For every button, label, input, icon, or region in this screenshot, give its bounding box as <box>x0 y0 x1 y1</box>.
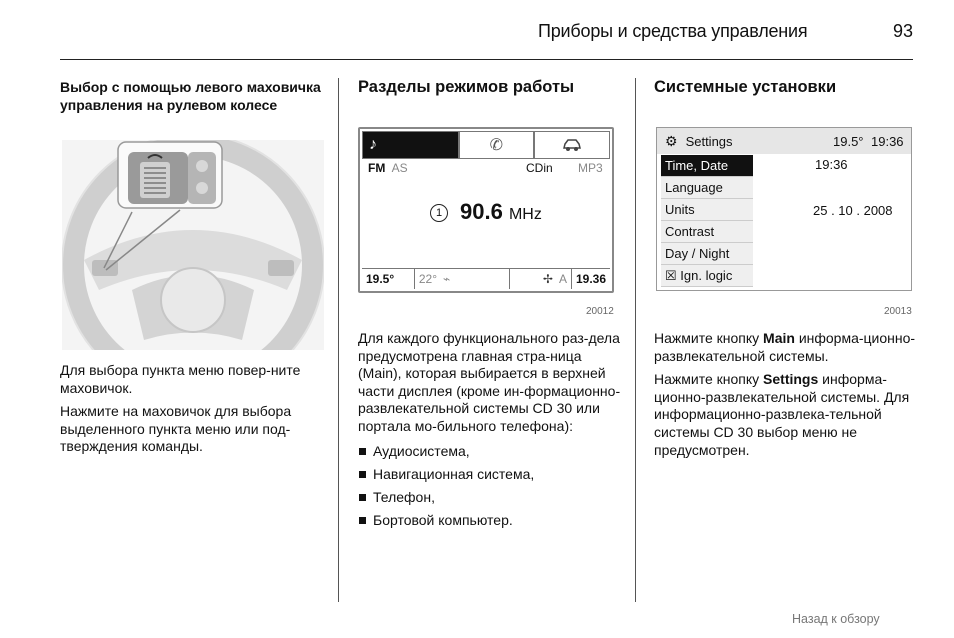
list-item: Бортовой компьютер. <box>358 509 628 532</box>
p2-pre: Нажмите кнопку <box>654 371 764 388</box>
steering-wheel-illustration <box>62 140 324 350</box>
car-icon <box>562 138 582 152</box>
p1-pre: Нажмите кнопку <box>654 330 764 346</box>
fan-icon: ✢ <box>542 272 553 286</box>
col3-paragraph-2 <box>654 371 916 459</box>
audio-tab <box>362 131 459 159</box>
col1-text <box>60 362 322 462</box>
menu-item-ign-logic <box>661 265 753 287</box>
frequency-value: 90.6 <box>460 199 503 224</box>
p2-post: информа-ционно-развлекательной системы. Для информационно-развлека-тельной системы CD 30 выбор меню не предусмотрен. <box>654 371 910 458</box>
settings-button-label: Settings <box>763 371 819 388</box>
radio-frequency <box>430 199 542 225</box>
radio-display-figure <box>358 127 614 293</box>
figure-number-settings: 20013 <box>884 306 912 317</box>
page-number: 93 <box>893 21 914 41</box>
list-item: Аудиосистема, <box>358 440 628 463</box>
menu-item-contrast: Contrast <box>661 221 753 243</box>
set-temp: 22° <box>418 272 437 286</box>
checkbox-icon: ☒ <box>665 268 677 283</box>
settings-display-figure <box>656 127 912 291</box>
figure-number-radio: 20012 <box>586 306 614 317</box>
p1-post: информа-ционно-развлекательной системы. <box>654 330 916 364</box>
settings-icon: ⚙ <box>665 132 678 149</box>
column-divider-2 <box>635 78 636 602</box>
section-heading-settings: Системные установки <box>654 78 837 96</box>
preset-number: 1 <box>430 204 448 222</box>
radio-source: CDin <box>526 161 553 175</box>
menu-item-language: Language <box>661 177 753 199</box>
fan-mode: A <box>558 272 567 286</box>
col3-paragraph-1 <box>654 330 916 365</box>
col2-paragraph: Для каждого функционального раз-дела предусмотрена главная стра-ница (Main), которая выбирается в верхней части дисплея (кроме ин-формационно-развлекательной системы CD 30 или портала мо-бильного телефона): <box>358 330 621 434</box>
col1-paragraph-1: Для выбора пункта меню повер-ните маховичок. <box>60 362 301 396</box>
col2-text <box>358 330 628 532</box>
section-heading-wheel: Выбор с помощью левого маховичка управления на рулевом колесе <box>60 79 321 113</box>
outside-temp: 19.5° <box>362 269 415 289</box>
time-value: 19:36 <box>815 157 848 172</box>
radio-clock: 19.36 <box>575 272 606 286</box>
menu-item-units: Units <box>661 199 753 221</box>
menu-item-time-date: Time, Date <box>661 155 753 177</box>
date-value: 25 . 10 . 2008 <box>813 203 893 218</box>
menu-item-day-night: Day / Night <box>661 243 753 265</box>
radio-status-row <box>368 161 604 175</box>
section-heading-modes: Разделы режимов работы <box>358 78 575 96</box>
col3-text <box>654 330 916 465</box>
car-tab <box>534 131 610 159</box>
main-button-label: Main <box>763 330 795 346</box>
column-divider-1 <box>338 78 339 602</box>
set-temp-group <box>415 269 510 289</box>
header-divider <box>60 59 913 60</box>
phone-icon: ✆ <box>489 137 504 154</box>
settings-title: Settings <box>685 133 733 149</box>
radio-source-sub: MP3 <box>578 161 603 175</box>
airflow-icon: ⌁ <box>443 272 451 286</box>
settings-clock: 19:36 <box>871 133 904 149</box>
fan-group <box>510 269 572 289</box>
list-item: Навигационная система, <box>358 463 628 486</box>
list-item: Телефон, <box>358 486 628 509</box>
ign-logic-label: Ign. logic <box>680 268 733 283</box>
back-to-overview-link[interactable]: Назад к обзору <box>792 612 880 626</box>
radio-band-sub: AS <box>391 161 408 175</box>
phone-tab <box>459 131 535 159</box>
radio-tab-bar <box>362 131 610 159</box>
frequency-unit: MHz <box>508 206 542 223</box>
settings-temp: 19.5° <box>833 133 864 149</box>
settings-title-bar <box>657 128 911 154</box>
page-title: Приборы и средства управления <box>538 21 808 41</box>
radio-climate-bar <box>362 268 610 289</box>
modes-list <box>358 440 628 532</box>
radio-band: FM <box>368 161 386 175</box>
music-note-icon: ♪ <box>369 136 377 153</box>
col1-paragraph-2: Нажмите на маховичок для выбора выделенного пункта меню или под-тверждения команды. <box>60 403 292 455</box>
